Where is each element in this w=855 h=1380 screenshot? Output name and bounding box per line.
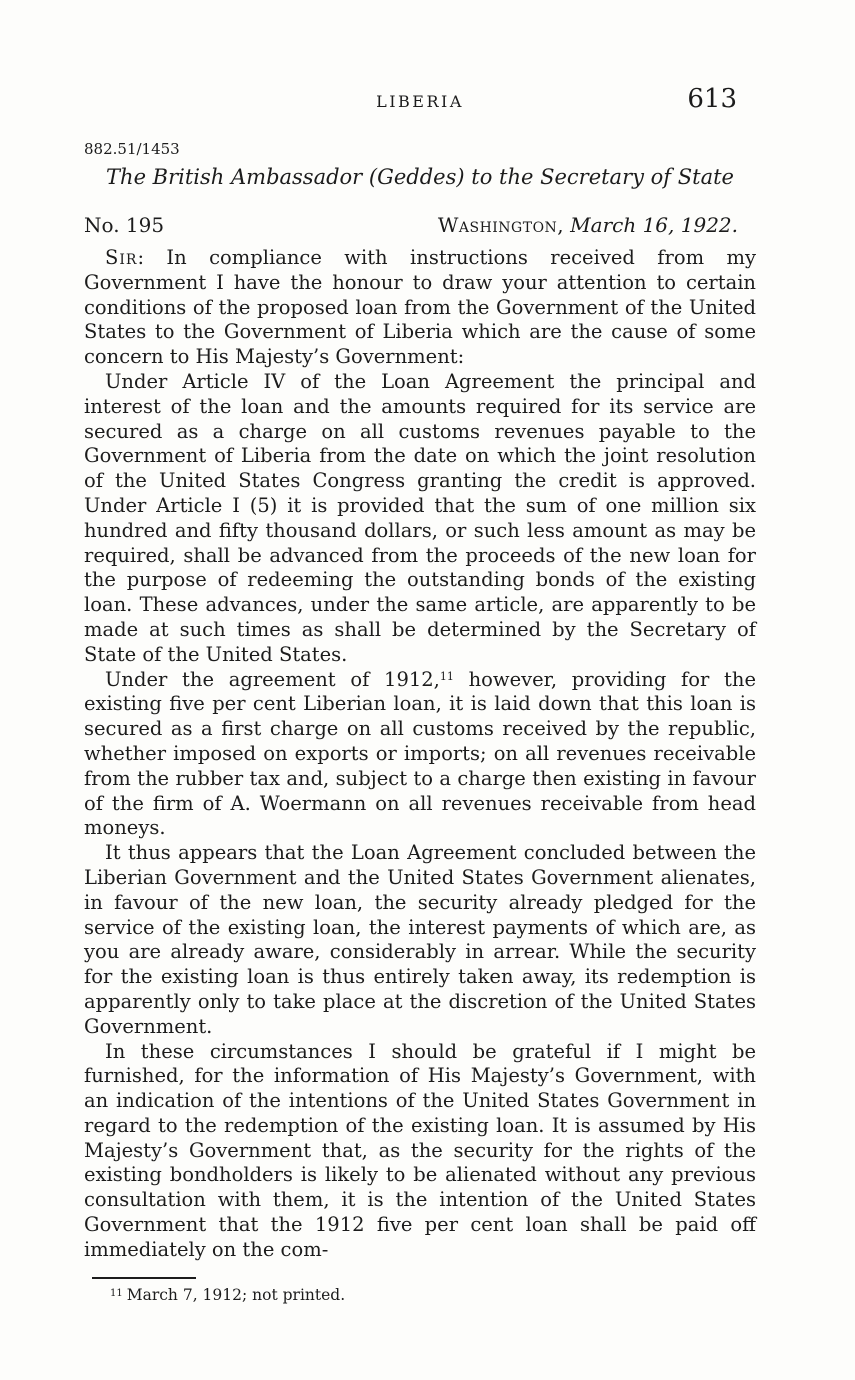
footnote-text: March 7, 1912; not printed. [126, 1285, 346, 1304]
paragraph-salutation [84, 246, 756, 370]
dateline [438, 212, 756, 238]
paragraph-text: however, providing for the existing five per cent Liberian loan, it is laid down that this loan is secured as a first charge on all customs received by the republic, whether imposed on exports or imports; on all revenues receivable from the rubber tax and, subject to a charge then existing in favour of the firm of A. Woermann on all revenues receivable from head moneys. [84, 667, 756, 840]
footnote-block [84, 1277, 756, 1305]
text-column [84, 86, 756, 1305]
running-head [84, 86, 756, 116]
paragraph: In these circumstances I should be grateful if I might be furnished, for the information of His Majesty’s Government, with an indication of the intentions of the United States Government in regard to the redemption of the existing loan. It is assumed by His Majesty’s Government that, as the security for the rights of the existing bondholders is likely to be alienated without any previous consultation with them, it is the intention of the United States Government that the 1912 five per cent loan shall be paid off immediately on the com- [84, 1039, 756, 1261]
file-number: 882.51/1453 [84, 140, 180, 158]
paragraph: Under Article IV of the Loan Agreement the principal and interest of the loan and the amounts required for its service are secured as a charge on all customs revenues payable to the Government of Liberia from the date on which the joint resolution of the United States Congress granting the credit is approved. Under Article I (5) it is provided that the sum of one million six hundred and fifty thousand dollars, or such less amount as may be required, shall be advanced from the proceeds of the new loan for the purpose of redeeming the outstanding bonds of the existing loan. These advances, under the same article, are apparently to be made at such times as shall be determined by the Secretary of State of the United States. [84, 369, 756, 666]
document-number-dateline-row [84, 212, 756, 238]
footnote-rule [92, 1277, 196, 1279]
letter-body [84, 246, 756, 1263]
salutation: Sir [105, 246, 138, 269]
footnote-marker: 11 [110, 1287, 123, 1299]
document-heading: The British Ambassador (Geddes) to the Secretary of State [106, 165, 734, 189]
footnote-text-line [84, 1286, 756, 1305]
document-number: No. 195 [84, 213, 165, 237]
running-head-title: LIBERIA [376, 92, 464, 111]
dateline-place: Washington, [437, 213, 565, 237]
paragraph-text: : In compliance with instructions received from my Government I have the honour to draw your attention to certain conditions of the proposed loan from the Government of the United States to the Government of Liberia which are the cause of some concern to His Majesty’s Government: [84, 246, 756, 369]
paragraph-with-footnote-ref [84, 668, 756, 842]
dateline-date: March 16, 1922. [570, 213, 738, 237]
paragraph: It thus appears that the Loan Agreement concluded between the Liberian Government and the United States Government alienates, in favour of the new loan, the security already pledged for the service of the existing loan, the interest payments of which are, as you are already aware, considerably in arrear. While the security for the existing loan is thus entirely taken away, its redemption is apparently only to take place at the discretion of the United States Government. [84, 841, 756, 1038]
paragraph-text: Under the agreement of 1912, [105, 667, 440, 691]
footnote-reference: 11 [439, 669, 454, 683]
page-number: 613 [687, 84, 737, 114]
